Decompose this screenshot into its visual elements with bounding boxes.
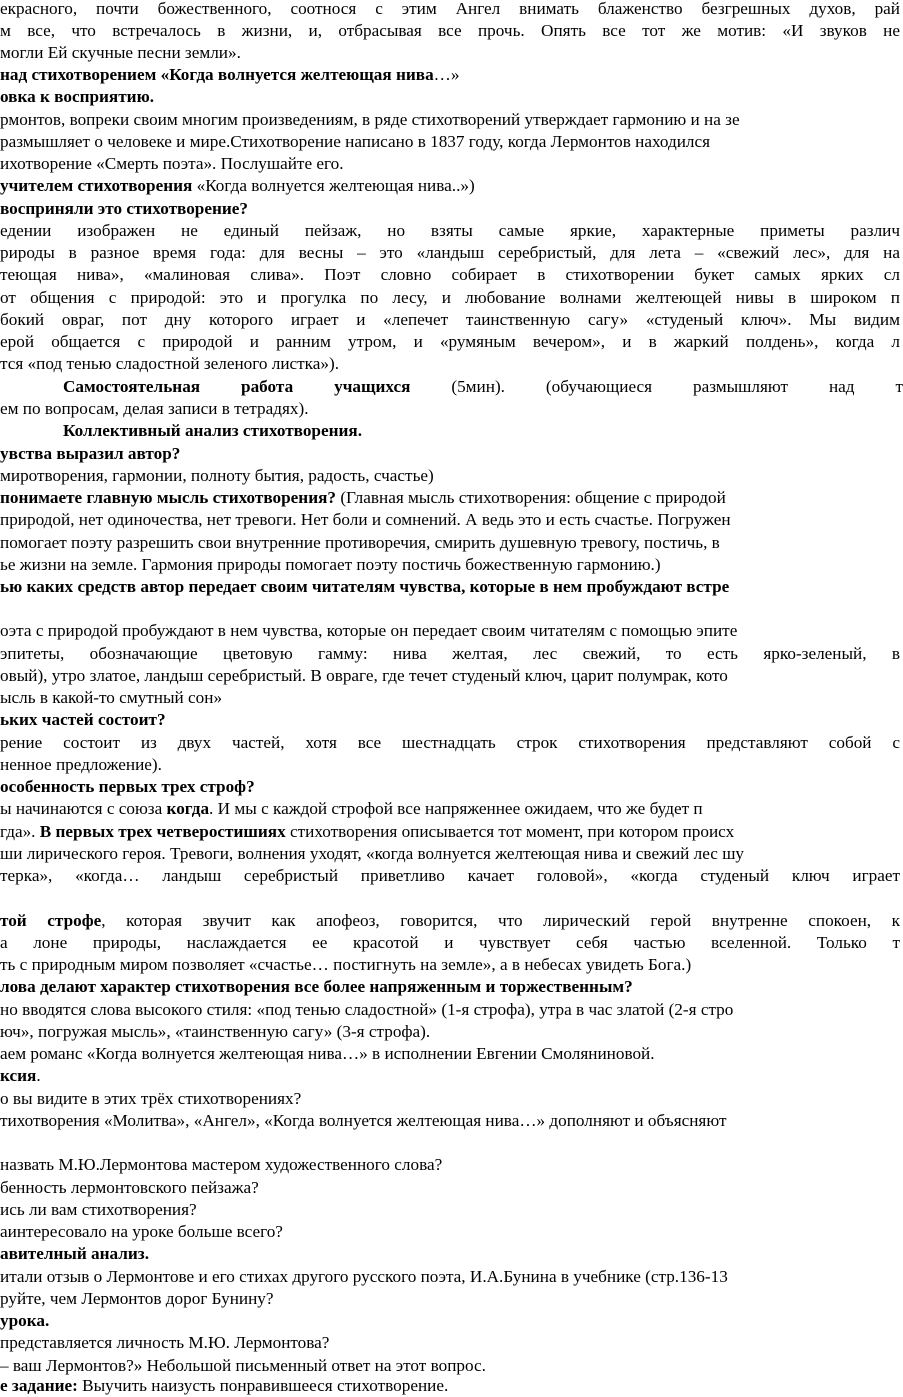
bold-text-run: когда — [166, 799, 210, 818]
bold-text-run: В первых трех четверостишиях — [39, 822, 286, 841]
text-run: ем по вопросам, делая записи в тетрадях). — [0, 399, 309, 418]
text-line — [0, 131, 710, 153]
text-run: – ваш Лермонтов?» Небольшой письменный ответ на этот вопрос. — [0, 1356, 486, 1375]
text-run: рение состоит из двух частей, хотя все шестнадцать строк стихотворения представляют собой с — [0, 733, 900, 752]
text-run: но вводятся слова высокого стиля: «под тенью сладостной» (1-я строфа), утра в час златой (2-я стро — [0, 1000, 734, 1019]
text-run: овый), утро златое, ландыш серебристый. В овраге, где течет студеный ключ, царит полумрак, кото — [0, 666, 728, 685]
bold-text-run: ксия — [0, 1066, 37, 1085]
text-run: ы начинаются с союза — [0, 799, 167, 818]
text-line — [0, 1375, 448, 1397]
text-line — [0, 1021, 430, 1043]
text-run: миротворения, гармонии, полноту бытия, радость, счастье) — [0, 466, 434, 485]
text-run: ихотворение «Смерть поэта». Послушайте его. — [0, 154, 344, 173]
text-run: теющая нива», «малиновая слива». Поэт словно собирает в стихотворении букет самых ярких сл — [0, 265, 900, 284]
text-run: стихотворения описывается тот момент, при котором происх — [285, 822, 735, 841]
text-line — [0, 665, 728, 687]
heading-line — [0, 443, 180, 465]
text-run: (Главная мысль стихотворения: общение с природой — [336, 488, 726, 507]
bold-text-run: ью каких средств автор передает своим читателям чувства, которые в нем пробуждают встре — [0, 577, 730, 596]
text-run: бокий овраг, пот дну которого играет и «лепечет таинственную сагу» «студеный ключ». Мы видим — [0, 310, 900, 329]
bold-text-run: е задание: — [0, 1376, 78, 1395]
text-run: едении изображен не единый пейзаж, но взяты самые яркие, характерные приметы различ — [0, 221, 900, 240]
bold-text-run: авителный анализ. — [0, 1244, 150, 1263]
text-run: юч», погружая мысль», «таинственную сагу» (3-я строфа). — [0, 1022, 431, 1041]
text-run: тихотворения «Молитва», «Ангел», «Когда волнуется желтеющая нива…» дополняют и объясняют — [0, 1111, 727, 1130]
text-run: «Когда волнуется желтеющая нива..») — [196, 176, 475, 195]
text-run: екрасного, почти божественного, соотнося с этим Ангел внимать блаженство безгрешных духов, рай — [0, 0, 900, 18]
text-line — [0, 910, 900, 932]
text-line — [0, 1199, 197, 1221]
bold-text-run: Коллективный анализ стихотворения. — [63, 421, 363, 440]
text-line — [0, 687, 222, 709]
text-run: м все, что встречалось в жизни, и, отбрасывая все прочь. Опять все тот же мотив: «И звуков не — [0, 21, 900, 40]
text-run: назвать М.Ю.Лермонтова мастером художественного слова? — [0, 1155, 443, 1174]
text-line — [0, 865, 900, 887]
heading-line — [0, 1310, 49, 1332]
text-line — [0, 620, 737, 642]
text-line — [0, 220, 900, 242]
text-run: терка», «когда… ландыш серебристый приветливо качает головой», «когда студеный ключ играет — [0, 866, 900, 885]
text-run: ись ли вам стихотворения? — [0, 1200, 197, 1219]
text-line — [0, 153, 344, 175]
heading-line — [63, 420, 362, 442]
bold-text-run: урока. — [0, 1311, 50, 1330]
text-run: (5мин). (обучающиеся размышляют над т — [410, 377, 903, 396]
text-line — [0, 331, 900, 353]
text-line — [0, 1088, 301, 1110]
text-run: ерой общается с природой и ранним утром, и «румяным вечером», и в жаркий полдень», когда л — [0, 332, 900, 351]
bold-text-run: овка к восприятию. — [0, 87, 155, 106]
text-run: а лоне природы, наслаждается ее красотой и чувствует себя частью вселенной. Только т — [0, 933, 900, 952]
bold-text-run: над стихотворением «Когда волнуется желтеющая нива — [0, 65, 434, 84]
bold-text-run: понимаете главную мысль стихотворения? — [0, 488, 337, 507]
text-line — [0, 754, 162, 776]
bold-text-run: ьких частей состоит? — [0, 710, 166, 729]
bold-text-run: учителем стихотворения — [0, 176, 197, 195]
text-line — [0, 287, 900, 309]
text-run: от общения с природой: это и прогулка по лесу, и любование волнами желтеющей нивы в широком п — [0, 288, 900, 307]
heading-line — [0, 175, 475, 197]
text-run: ненное предложение). — [0, 755, 162, 774]
text-line — [0, 353, 339, 375]
text-line — [0, 242, 900, 264]
heading-line — [0, 776, 255, 798]
text-line — [0, 487, 726, 509]
bold-text-run: Самостоятельная работа учащихся — [63, 377, 411, 396]
text-line — [0, 1154, 442, 1176]
text-run: …» — [433, 65, 460, 84]
heading-line — [0, 976, 633, 998]
heading-line — [0, 709, 166, 731]
text-run: природой, нет одиночества, нет тревоги. Нет боли и сомнений. А ведь это и есть счастье. Погружен — [0, 510, 731, 529]
text-run: размышляет о человеке и мире.Стихотворение написано в 1837 году, когда Лермонтов находился — [0, 132, 711, 151]
text-line — [0, 1221, 283, 1243]
heading-line — [0, 198, 248, 220]
text-line — [0, 1110, 726, 1132]
bold-text-run: лова делают характер стихотворения все более напряженным и торжественным? — [0, 977, 633, 996]
text-run: оэта с природой пробуждают в нем чувства, которые он передает своим читателям с помощью эпите — [0, 621, 738, 640]
text-run: аинтересовало на уроке больше всего? — [0, 1222, 283, 1241]
text-line — [0, 932, 900, 954]
text-run: представляется личность М.Ю. Лермонтова? — [0, 1333, 330, 1352]
bold-text-run: увства выразил автор? — [0, 444, 181, 463]
text-run: ысль в какой-то смутный сон» — [0, 688, 223, 707]
text-run: . — [36, 1066, 41, 1085]
text-run: рмонтов, вопреки своим многим произведениям, в ряде стихотворений утверждает гармонию и на зе — [0, 110, 740, 129]
text-line — [0, 798, 703, 820]
text-line — [0, 954, 691, 976]
text-line — [0, 1332, 329, 1354]
bold-text-run: особенность первых трех строф? — [0, 777, 255, 796]
text-line — [0, 0, 900, 20]
text-run: тся «под тенью сладостной зеленого листка»). — [0, 354, 339, 373]
text-run: итали отзыв о Лермонтове и его стихах другого русского поэта, И.А.Бунина в учебнике (стр.136-13 — [0, 1267, 728, 1286]
text-line — [0, 554, 661, 576]
text-run: Выучить наизусть понравившееся стихотворение. — [77, 1376, 449, 1395]
text-run: ши лирического героя. Тревоги, волнения уходят, «когда волнуется желтеющая нива и свежий лес шу — [0, 844, 745, 863]
text-line — [0, 821, 734, 843]
text-line — [0, 1355, 486, 1377]
text-line — [0, 1288, 274, 1310]
text-line — [0, 398, 309, 420]
text-run: могли Ей скучные песни земли». — [0, 43, 241, 62]
text-line — [63, 376, 903, 398]
text-line — [0, 20, 900, 42]
text-line — [0, 1043, 655, 1065]
text-line — [0, 732, 900, 754]
text-line — [0, 843, 744, 865]
text-line — [0, 465, 434, 487]
heading-line — [0, 576, 729, 598]
text-run: гда». — [0, 822, 40, 841]
heading-line — [0, 86, 154, 108]
text-line — [0, 1266, 728, 1288]
text-line — [0, 509, 731, 531]
text-line — [0, 1177, 259, 1199]
text-run: руйте, чем Лермонтов дорог Бунину? — [0, 1289, 274, 1308]
text-run: аем романс «Когда волнуется желтеющая нива…» в исполнении Евгении Смоляниновой. — [0, 1044, 655, 1063]
bold-text-run: той строфе — [0, 911, 102, 930]
text-line — [0, 309, 900, 331]
text-line — [0, 532, 720, 554]
text-run: эпитеты, обозначающие цветовую гамму: нива желтая, лес свежий, то есть ярко-зеленый, в — [0, 644, 900, 663]
text-run: , которая звучит как апофеоз, говорится, что лирический герой внутренне спокоен, к — [101, 911, 901, 930]
heading-line — [0, 1065, 41, 1087]
bold-text-run: восприняли это стихотворение? — [0, 199, 249, 218]
text-line — [0, 643, 900, 665]
text-run: ье жизни на земле. Гармония природы помогает поэту постичь божественную гармонию.) — [0, 555, 661, 574]
text-run: ть с природным миром позволяет «счастье… постигнуть на земле», а в небесах увидеть Бога.) — [0, 955, 692, 974]
heading-line — [0, 64, 459, 86]
text-run: . И мы с каждой строфой все напряженнее ожидаем, что же будет п — [209, 799, 703, 818]
text-run: рироды в разное время года: для весны – это «ландыш серебристый, для лета – «свежий лес», для на — [0, 243, 900, 262]
text-line — [0, 999, 733, 1021]
text-run: о вы видите в этих трёх стихотворениях? — [0, 1089, 302, 1108]
heading-line — [0, 1243, 149, 1265]
text-line — [0, 42, 241, 64]
text-run: помогает поэту разрешить свои внутренние противоречия, смирить душевную тревогу, постичь, в — [0, 533, 720, 552]
text-line — [0, 109, 740, 131]
text-line — [0, 264, 900, 286]
text-run: бенность лермонтовского пейзажа? — [0, 1178, 259, 1197]
